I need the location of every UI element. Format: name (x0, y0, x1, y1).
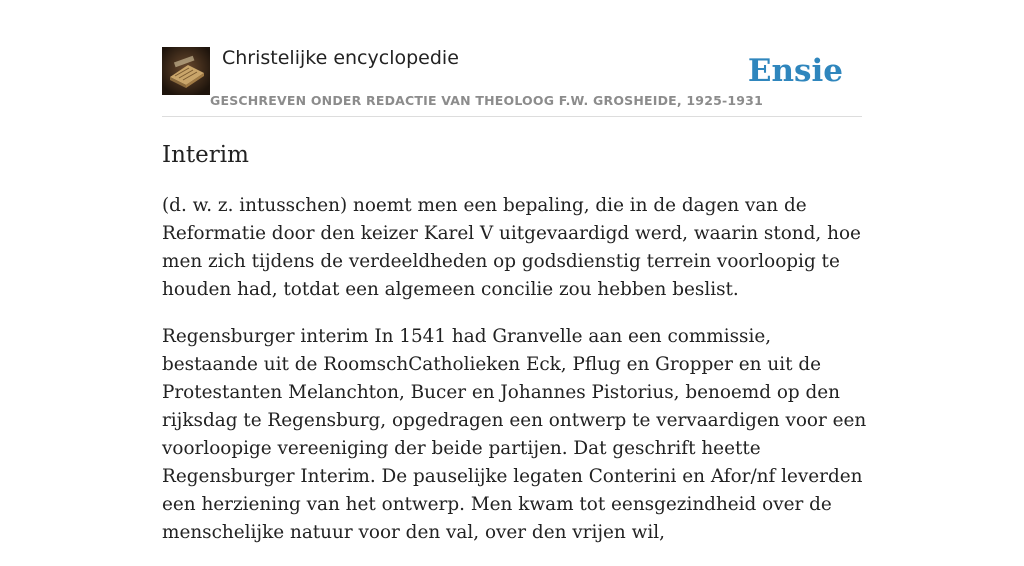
site-header (162, 46, 862, 117)
article-paragraph: Regensburger interim In 1541 had Granvelle aan een commissie, bestaande uit de RoomschCatholieken Eck, Pflug en Gropper en uit de Protestanten Melanchton, Bucer en Johannes Pistorius, benoemd op den rijksdag te Regensburg, opgedragen een ontwerp te vervaardigen voor een voorloopige vereeniging der beide partijen. Dat geschrift heette Regensburger Interim. De pauselijke legaten Conterini en Afor/nf leverden een herziening van het ontwerp. Men kwam tot eensgezindheid over de menschelijke natuur voor den val, over den vrijen wil, (162, 326, 867, 543)
article-paragraph: (d. w. z. intusschen) noemt men een bepaling, die in de dagen van de Reformatie door den keizer Karel V uitgevaardigd werd, waarin stond, hoe men zich tijdens de verdeeldheden op godsdienstig terrein voorloopig te houden had, totdat een algemeen concilie zou hebben beslist. (162, 195, 861, 300)
book-subtitle: GESCHREVEN ONDER REDACTIE VAN THEOLOOG F.W. GROSHEIDE, 1925-1931 (210, 93, 763, 108)
book-thumbnail-icon[interactable] (162, 47, 210, 95)
brand-logo[interactable]: Ensie (747, 53, 843, 89)
article-title: Interim (162, 142, 249, 168)
book-title[interactable]: Christelijke encyclopedie (222, 47, 459, 69)
article-body (162, 192, 872, 566)
